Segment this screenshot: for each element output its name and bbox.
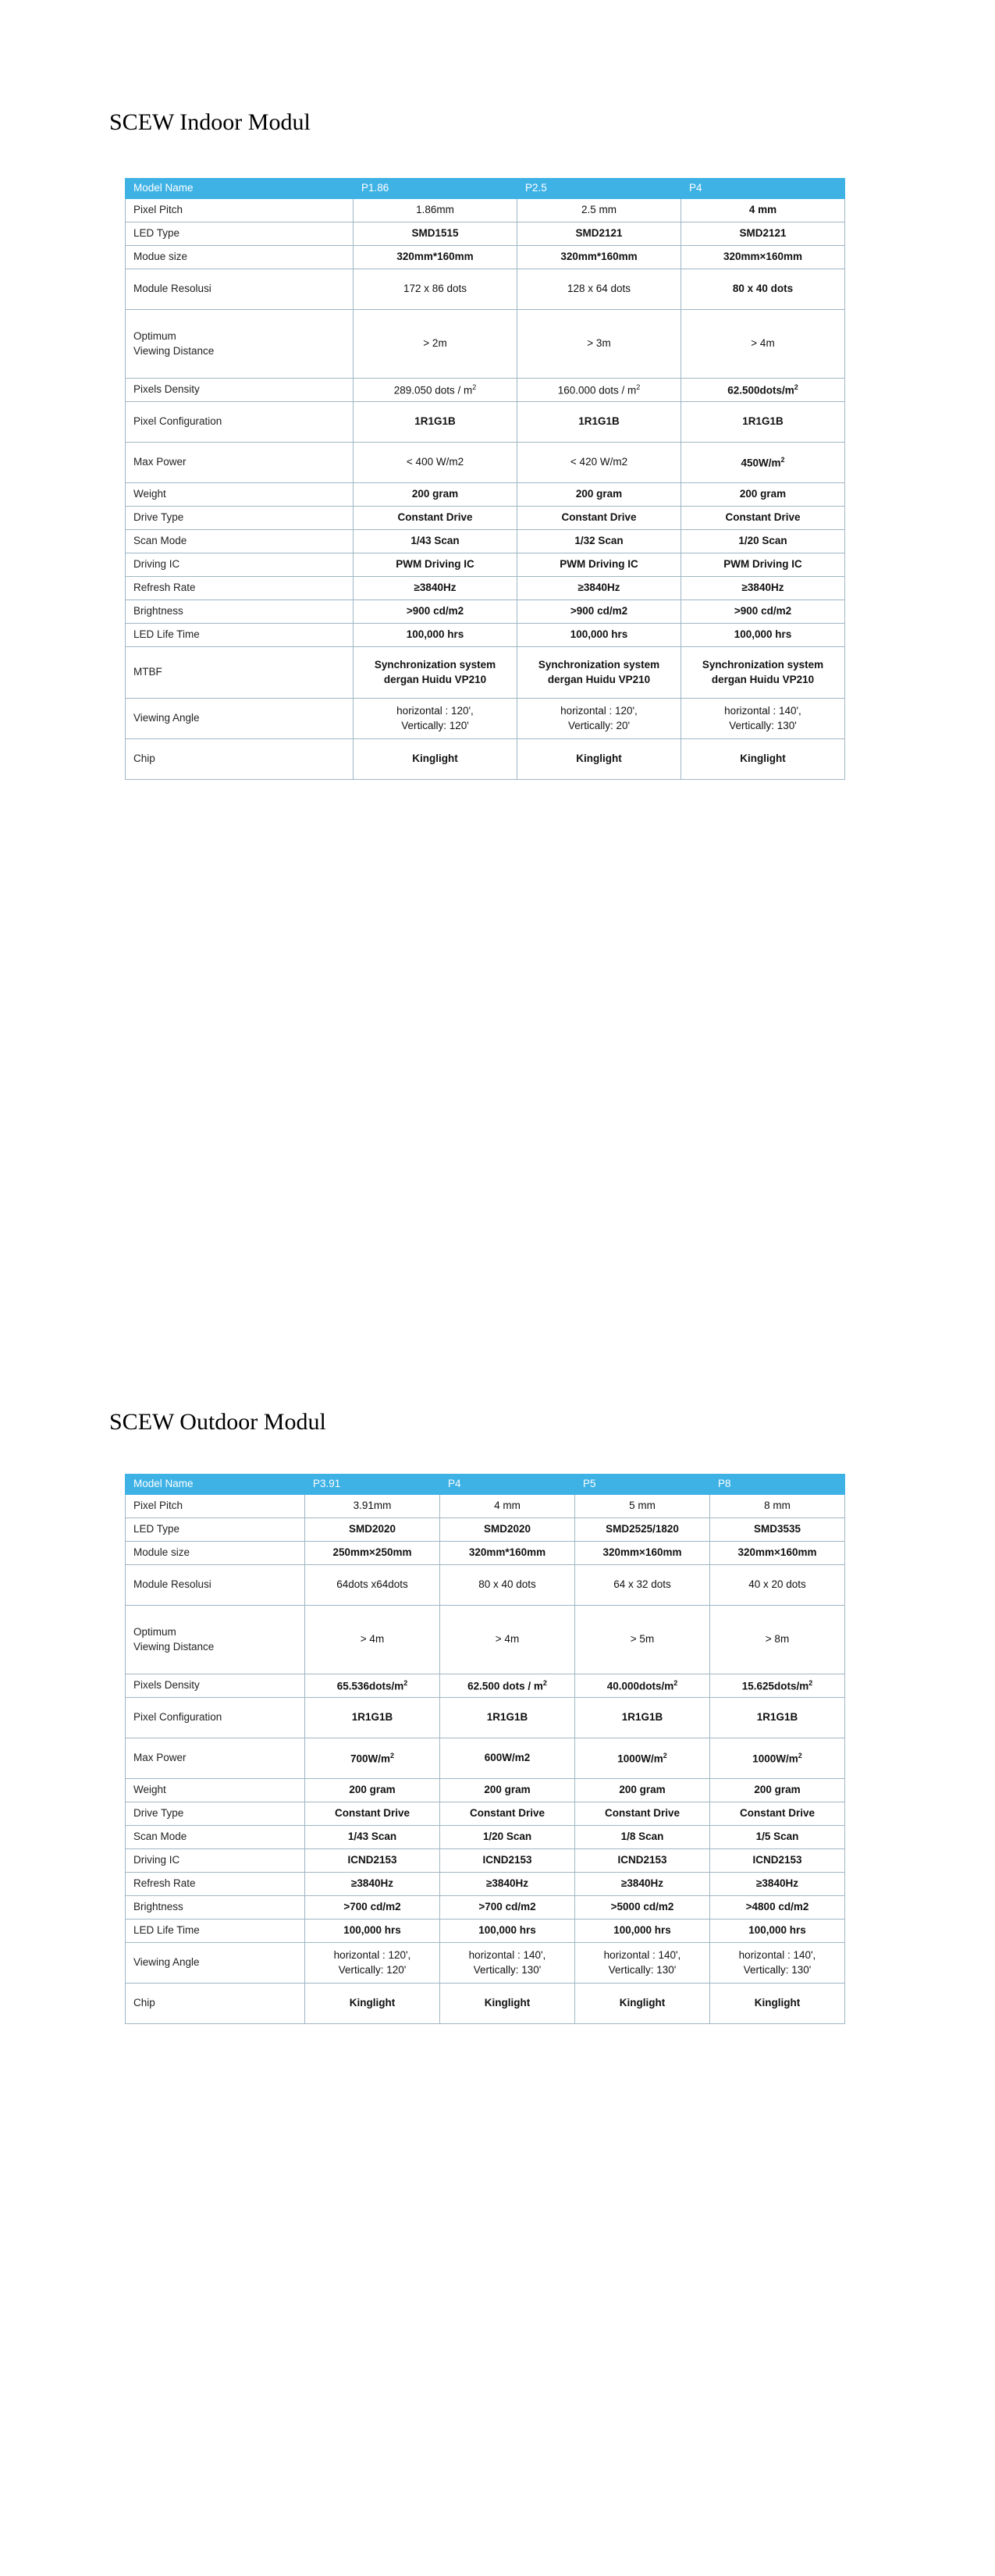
cell-value: 320mm×160mm (575, 1542, 710, 1565)
cell-value: 320mm×160mm (681, 246, 845, 269)
table-row (126, 1849, 845, 1873)
row-label: Driving IC (126, 1849, 305, 1873)
row-label: Pixel Configuration (126, 402, 354, 443)
row-label: Drive Type (126, 507, 354, 530)
row-label: Chip (126, 1984, 305, 2024)
cell-value: horizontal : 140', Vertically: 130' (710, 1943, 845, 1984)
row-label: Scan Mode (126, 530, 354, 553)
cell-value: 160.000 dots / $m^2$ (517, 379, 681, 402)
column-header-0: Model Name (126, 1475, 305, 1495)
cell-value: 250mm×250mm (305, 1542, 440, 1565)
cell-value: ≥3840Hz (440, 1873, 575, 1896)
cell-value: 1/8 Scan (575, 1826, 710, 1849)
row-label: Pixel Pitch (126, 1495, 305, 1518)
cell-value: 100,000 hrs (305, 1920, 440, 1943)
cell-value: $15.625dots/m^2$ (710, 1674, 845, 1698)
cell-value: SMD2525/1820 (575, 1518, 710, 1542)
cell-value: Constant Drive (575, 1802, 710, 1826)
table-row (126, 443, 845, 483)
cell-value: 64 x 32 dots (575, 1565, 710, 1606)
cell-value: Constant Drive (681, 507, 845, 530)
table-row (126, 1565, 845, 1606)
cell-value: > 4m (305, 1606, 440, 1674)
cell-value: 320mm*160mm (440, 1542, 575, 1565)
cell-value: < 400 W/m2 (354, 443, 517, 483)
table-row (126, 310, 845, 379)
cell-value: 320mm*160mm (354, 246, 517, 269)
cell-value: ICND2153 (575, 1849, 710, 1873)
cell-value: horizontal : 140', Vertically: 130' (681, 699, 845, 739)
row-label: Driving IC (126, 553, 354, 577)
cell-value: 4 mm (681, 199, 845, 222)
row-label: Pixel Configuration (126, 1698, 305, 1738)
column-header-1: P3.91 (305, 1475, 440, 1495)
cell-value: ≥3840Hz (710, 1873, 845, 1896)
cell-value: 200 gram (354, 483, 517, 507)
table-row (126, 1495, 845, 1518)
cell-value: horizontal : 120', Vertically: 120' (354, 699, 517, 739)
column-header-3: P5 (575, 1475, 710, 1495)
table-row (126, 1698, 845, 1738)
cell-value: 1/43 Scan (305, 1826, 440, 1849)
row-label: Viewing Angle (126, 1943, 305, 1984)
row-label: LED Life Time (126, 624, 354, 647)
cell-value: SMD2020 (440, 1518, 575, 1542)
table-row (126, 530, 845, 553)
cell-value: 100,000 hrs (354, 624, 517, 647)
cell-value: >900 cd/m2 (517, 600, 681, 624)
table-row (126, 402, 845, 443)
table-row (126, 222, 845, 246)
table-row (126, 1738, 845, 1779)
cell-value: Kinglight (305, 1984, 440, 2024)
cell-value: Kinglight (440, 1984, 575, 2024)
row-label: Pixels Density (126, 1674, 305, 1698)
cell-value: 200 gram (575, 1779, 710, 1802)
row-label: LED Type (126, 1518, 305, 1542)
row-label: Viewing Angle (126, 699, 354, 739)
cell-value: 1/32 Scan (517, 530, 681, 553)
cell-value: 172 x 86 dots (354, 269, 517, 310)
cell-value: 1/43 Scan (354, 530, 517, 553)
cell-value: 100,000 hrs (681, 624, 845, 647)
row-label: Optimum Viewing Distance (126, 1606, 305, 1674)
cell-value: 1/20 Scan (681, 530, 845, 553)
cell-value: > 5m (575, 1606, 710, 1674)
row-label: Weight (126, 1779, 305, 1802)
cell-value: >4800 cd/m2 (710, 1896, 845, 1920)
cell-value: 200 gram (710, 1779, 845, 1802)
row-label: Module Resolusi (126, 269, 354, 310)
cell-value: 2.5 mm (517, 199, 681, 222)
cell-value: horizontal : 120', Vertically: 120' (305, 1943, 440, 1984)
cell-value: Constant Drive (440, 1802, 575, 1826)
cell-value: PWM Driving IC (354, 553, 517, 577)
row-label: Module Resolusi (126, 1565, 305, 1606)
row-label: Max Power (126, 1738, 305, 1779)
table-row (126, 199, 845, 222)
cell-value: 1/5 Scan (710, 1826, 845, 1849)
table-row (126, 1674, 845, 1698)
cell-value: horizontal : 140', Vertically: 130' (575, 1943, 710, 1984)
cell-value: ≥3840Hz (517, 577, 681, 600)
cell-value: 128 x 64 dots (517, 269, 681, 310)
cell-value: 4 mm (440, 1495, 575, 1518)
cell-value: $65.536dots/m^2$ (305, 1674, 440, 1698)
table-row (126, 379, 845, 402)
table-row (126, 647, 845, 699)
table-row (126, 577, 845, 600)
cell-value: ≥3840Hz (575, 1873, 710, 1896)
table-row (126, 600, 845, 624)
cell-value: 100,000 hrs (440, 1920, 575, 1943)
cell-value: ≥3840Hz (305, 1873, 440, 1896)
row-label: Optimum Viewing Distance (126, 310, 354, 379)
cell-value: $450W/m^2$ (681, 443, 845, 483)
cell-value: > 2m (354, 310, 517, 379)
cell-value: $40.000dots/m^2$ (575, 1674, 710, 1698)
row-label: LED Life Time (126, 1920, 305, 1943)
table-row (126, 1826, 845, 1849)
cell-value: 80 x 40 dots (681, 269, 845, 310)
cell-value: 200 gram (517, 483, 681, 507)
cell-value: 8 mm (710, 1495, 845, 1518)
table-row (126, 1606, 845, 1674)
table-header-row (126, 1475, 845, 1495)
row-label: Module size (126, 1542, 305, 1565)
column-header-2: P2.5 (517, 179, 681, 199)
cell-value: 64dots x64dots (305, 1565, 440, 1606)
cell-value: ICND2153 (305, 1849, 440, 1873)
table-header-row (126, 179, 845, 199)
table-row (126, 624, 845, 647)
cell-value: 200 gram (681, 483, 845, 507)
cell-value: ICND2153 (710, 1849, 845, 1873)
table-row (126, 699, 845, 739)
cell-value: 1R1G1B (575, 1698, 710, 1738)
cell-value: >900 cd/m2 (681, 600, 845, 624)
table-row (126, 1779, 845, 1802)
row-label: Scan Mode (126, 1826, 305, 1849)
cell-value: 289.050 dots / $m^2$ (354, 379, 517, 402)
cell-value: SMD3535 (710, 1518, 845, 1542)
cell-value: ICND2153 (440, 1849, 575, 1873)
cell-value: SMD1515 (354, 222, 517, 246)
cell-value: PWM Driving IC (681, 553, 845, 577)
table-row (126, 1896, 845, 1920)
cell-value: ≥3840Hz (354, 577, 517, 600)
cell-value: >900 cd/m2 (354, 600, 517, 624)
row-label: Weight (126, 483, 354, 507)
cell-value: 1R1G1B (681, 402, 845, 443)
cell-value: > 8m (710, 1606, 845, 1674)
cell-value: SMD2121 (517, 222, 681, 246)
cell-value: Kinglight (354, 739, 517, 780)
table-row (126, 483, 845, 507)
column-header-2: P4 (440, 1475, 575, 1495)
cell-value: Synchronization system dergan Huidu VP210 (681, 647, 845, 699)
cell-value: Kinglight (517, 739, 681, 780)
column-header-0: Model Name (126, 179, 354, 199)
cell-value: 200 gram (305, 1779, 440, 1802)
cell-value: 1R1G1B (354, 402, 517, 443)
table-row (126, 1802, 845, 1826)
table-row (126, 739, 845, 780)
cell-value: Constant Drive (517, 507, 681, 530)
row-label: MTBF (126, 647, 354, 699)
cell-value: Constant Drive (354, 507, 517, 530)
cell-value: horizontal : 120', Vertically: 20' (517, 699, 681, 739)
page-title-outdoor: SCEW Outdoor Modul (109, 1409, 326, 1435)
table-row (126, 1943, 845, 1984)
cell-value: > 3m (517, 310, 681, 379)
cell-value: > 4m (440, 1606, 575, 1674)
cell-value: 80 x 40 dots (440, 1565, 575, 1606)
column-header-3: P4 (681, 179, 845, 199)
table-row (126, 269, 845, 310)
row-label: Pixel Pitch (126, 199, 354, 222)
row-label: Refresh Rate (126, 577, 354, 600)
cell-value: >700 cd/m2 (305, 1896, 440, 1920)
cell-value: 1/20 Scan (440, 1826, 575, 1849)
cell-value: Constant Drive (710, 1802, 845, 1826)
cell-value: 100,000 hrs (710, 1920, 845, 1943)
cell-value: $1000W/m^2$ (575, 1738, 710, 1779)
indoor-spec-table (125, 178, 845, 780)
row-label: Modue size (126, 246, 354, 269)
cell-value: $700W/m^2$ (305, 1738, 440, 1779)
table-row (126, 553, 845, 577)
cell-value: Synchronization system dergan Huidu VP210 (354, 647, 517, 699)
table-row (126, 246, 845, 269)
cell-value: 1R1G1B (710, 1698, 845, 1738)
cell-value: $62.500dots/m^2$ (681, 379, 845, 402)
outdoor-spec-table (125, 1474, 845, 2024)
cell-value: 1R1G1B (440, 1698, 575, 1738)
column-header-4: P8 (710, 1475, 845, 1495)
cell-value: 40 x 20 dots (710, 1565, 845, 1606)
cell-value: < 420 W/m2 (517, 443, 681, 483)
cell-value: 600W/m2 (440, 1738, 575, 1779)
cell-value: Kinglight (710, 1984, 845, 2024)
cell-value: SMD2121 (681, 222, 845, 246)
cell-value: >5000 cd/m2 (575, 1896, 710, 1920)
row-label: Brightness (126, 600, 354, 624)
cell-value: 320mm*160mm (517, 246, 681, 269)
table-row (126, 1873, 845, 1896)
table-row (126, 1542, 845, 1565)
cell-value: 5 mm (575, 1495, 710, 1518)
cell-value: 320mm×160mm (710, 1542, 845, 1565)
cell-value: >700 cd/m2 (440, 1896, 575, 1920)
cell-value: 1R1G1B (517, 402, 681, 443)
row-label: Pixels Density (126, 379, 354, 402)
cell-value: 62.500 dots / $m^2$ (440, 1674, 575, 1698)
row-label: Max Power (126, 443, 354, 483)
cell-value: PWM Driving IC (517, 553, 681, 577)
row-label: Brightness (126, 1896, 305, 1920)
cell-value: > 4m (681, 310, 845, 379)
table-row (126, 1984, 845, 2024)
table-row (126, 1920, 845, 1943)
cell-value: 1.86mm (354, 199, 517, 222)
cell-value: Kinglight (681, 739, 845, 780)
cell-value: 3.91mm (305, 1495, 440, 1518)
page-title-indoor: SCEW Indoor Modul (109, 109, 311, 135)
row-label: Refresh Rate (126, 1873, 305, 1896)
cell-value: horizontal : 140', Vertically: 130' (440, 1943, 575, 1984)
cell-value: $1000W/m^2$ (710, 1738, 845, 1779)
cell-value: ≥3840Hz (681, 577, 845, 600)
cell-value: Constant Drive (305, 1802, 440, 1826)
column-header-1: P1.86 (354, 179, 517, 199)
cell-value: SMD2020 (305, 1518, 440, 1542)
row-label: Chip (126, 739, 354, 780)
row-label: Drive Type (126, 1802, 305, 1826)
table-row (126, 1518, 845, 1542)
cell-value: Synchronization system dergan Huidu VP210 (517, 647, 681, 699)
cell-value: 1R1G1B (305, 1698, 440, 1738)
table-row (126, 507, 845, 530)
cell-value: 100,000 hrs (517, 624, 681, 647)
row-label: LED Type (126, 222, 354, 246)
cell-value: 100,000 hrs (575, 1920, 710, 1943)
cell-value: Kinglight (575, 1984, 710, 2024)
cell-value: 200 gram (440, 1779, 575, 1802)
